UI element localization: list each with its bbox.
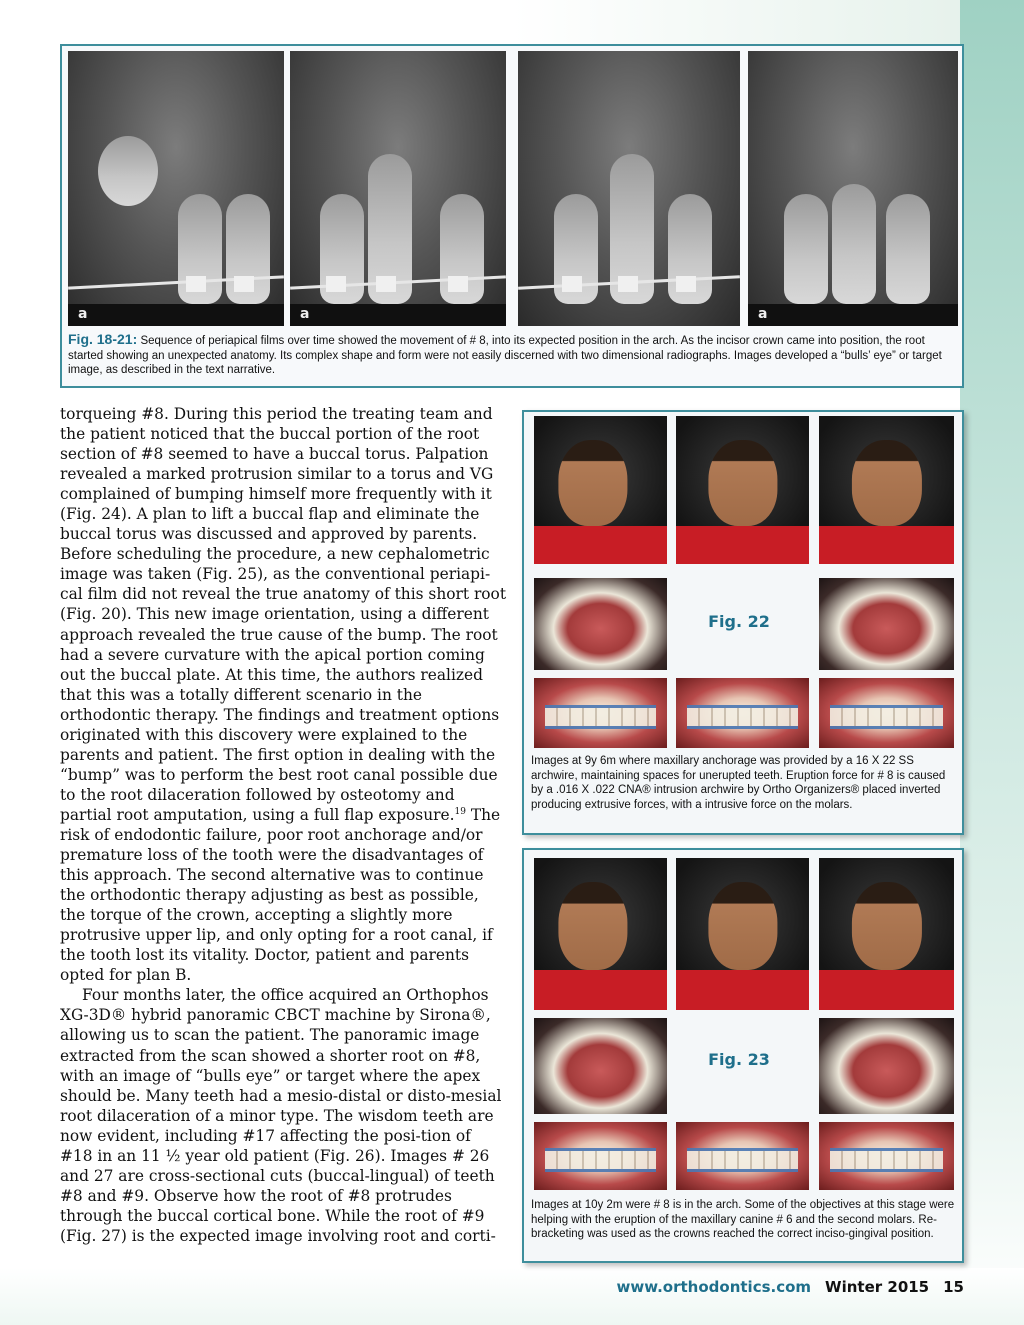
periapical-film-2 <box>290 51 506 326</box>
intraoral-right-photo <box>534 1122 667 1190</box>
profile-photo <box>534 858 667 1010</box>
intraoral-front-photo <box>676 678 809 748</box>
smile-photo <box>819 416 954 564</box>
film-mark: a <box>78 306 88 322</box>
figure-22-panel <box>522 410 964 835</box>
page-number: 15 <box>943 1278 964 1296</box>
frontal-photo <box>676 416 809 564</box>
page-right-edge <box>960 0 1024 1325</box>
lower-occlusal-photo <box>819 1018 954 1114</box>
page-footer <box>617 1278 965 1296</box>
figure-18-21-caption <box>68 332 958 378</box>
page-top-edge <box>0 0 1024 44</box>
profile-photo <box>534 416 667 564</box>
figure-18-21-caption-text: Sequence of periapical films over time showed the movement of # 8, into its expected position in the arch. As the incisor crown came into position, the root started showing an unexpected anatomy. Its complex shape and form were not easily discerned with two dimensional radiographs. Images developed a “bulls’ eye” or target image, as described in the text narrative. <box>68 335 942 376</box>
figure-18-21 <box>60 44 964 388</box>
smile-photo <box>819 858 954 1010</box>
article-body <box>60 404 508 1246</box>
article-paragraph-2: Four months later, the office acquired an Orthophos XG-3D® hybrid panoramic CBCT machine by Sirona®, allowing us to scan the patient. The panoramic image extracted from the scan showed a shorter root on #8, with an image of “bulls eye” or target where the apex should be. Many teeth had a mesio-distal or disto-mesial root dilaceration of a minor type. The wisdom teeth are now evident, including #17 affecting the posi-tion of #18 in an 11 ½ year old patient (Fig. 26). Images # 26 and 27 are cross-sectional cuts (buccal-lingual) of teeth #8 and #9. Observe how the root of #8 protrudes through the buccal cortical bone. While the root of #9 (Fig. 27) is the expected image involving root and corti- <box>60 986 502 1245</box>
article-paragraph-1 <box>60 404 508 985</box>
paragraph-1-end-text: The risk of endodontic failure, poor root anchorage and/or premature loss of the tooth were the disadvantages of this approach. The second alternative was to continue the orthodontic therapy adjusting as best as possible, the torque of the crown, accepting a slightly more protrusive upper lip, and only opting for a root canal, if the tooth lost its vitality. Doctor, patient and parents opted for plan B. <box>60 805 501 985</box>
frontal-photo <box>676 858 809 1010</box>
periapical-film-4 <box>748 51 958 326</box>
upper-occlusal-photo <box>534 578 667 670</box>
figure-23-panel <box>522 848 964 1263</box>
figure-22-label: Fig. 22 <box>708 612 770 631</box>
upper-occlusal-photo <box>534 1018 667 1114</box>
page-bottom-edge <box>0 1268 1024 1325</box>
lower-occlusal-photo <box>819 578 954 670</box>
paragraph-1-text: torqueing #8. During this period the treating team and the patient noticed that the buccal portion of the root section of #8 seemed to have a buccal torus. Palpation revealed a marked protrusion similar to a torus and VG complained of bumping himself more frequently with it (Fig. 24). A plan to lift a buccal flap and eliminate the buccal torus was discussed and approved by parents. Before scheduling the procedure, a new cephalometric image was taken (Fig. 25), as the conventional periapi-cal film did not reveal the true anatomy of this short root (Fig. 20). This new image orientation, using a different approach revealed the true cause of the bump. The root had a severe curvature with the apical portion coming out the buccal plate. At this time, the authors realized that this was a totally different scenario in the orthodontic therapy. The findings and treatment options originated with this discovery were explained to the parents and patient. The first option in dealing with the “bump” was to perform the best root canal possible due to the root dilaceration followed by osteotomy and partial root amputation, using a full flap exposure. <box>60 405 507 824</box>
footer-url-link[interactable]: www.orthodontics.com <box>616 1278 812 1296</box>
figure-18-21-label: Fig. 18-21: <box>68 331 138 347</box>
reference-19: 19 <box>454 806 466 817</box>
figure-23-caption: Images at 10y 2m were # 8 is in the arch. Some of the objectives at this stage were helping with the eruption of the maxillary canine # 6 and the second molars. Re-bracketing was used as the crowns reached the correct inciso-gingival position. <box>531 1199 955 1240</box>
figure-22-caption: Images at 9y 6m where maxillary anchorage was provided by a 16 X 22 SS archwire, maintaining spaces for unerupted teeth. Eruption force for # 8 is caused by a .016 X .022 CNA® intrusion archwire by Ortho Organizers® placed inverted producing extrusive forces, with a intrusive force on the molars. <box>531 755 946 811</box>
intraoral-left-photo <box>819 678 954 748</box>
periapical-film-3 <box>518 51 740 326</box>
figure-23-label: Fig. 23 <box>708 1050 770 1069</box>
intraoral-front-photo <box>676 1122 809 1190</box>
film-mark: a <box>758 306 768 322</box>
intraoral-right-photo <box>534 678 667 748</box>
film-mark: a <box>300 306 310 322</box>
periapical-film-1 <box>68 51 284 326</box>
intraoral-left-photo <box>819 1122 954 1190</box>
footer-issue: Winter 2015 <box>825 1278 930 1296</box>
